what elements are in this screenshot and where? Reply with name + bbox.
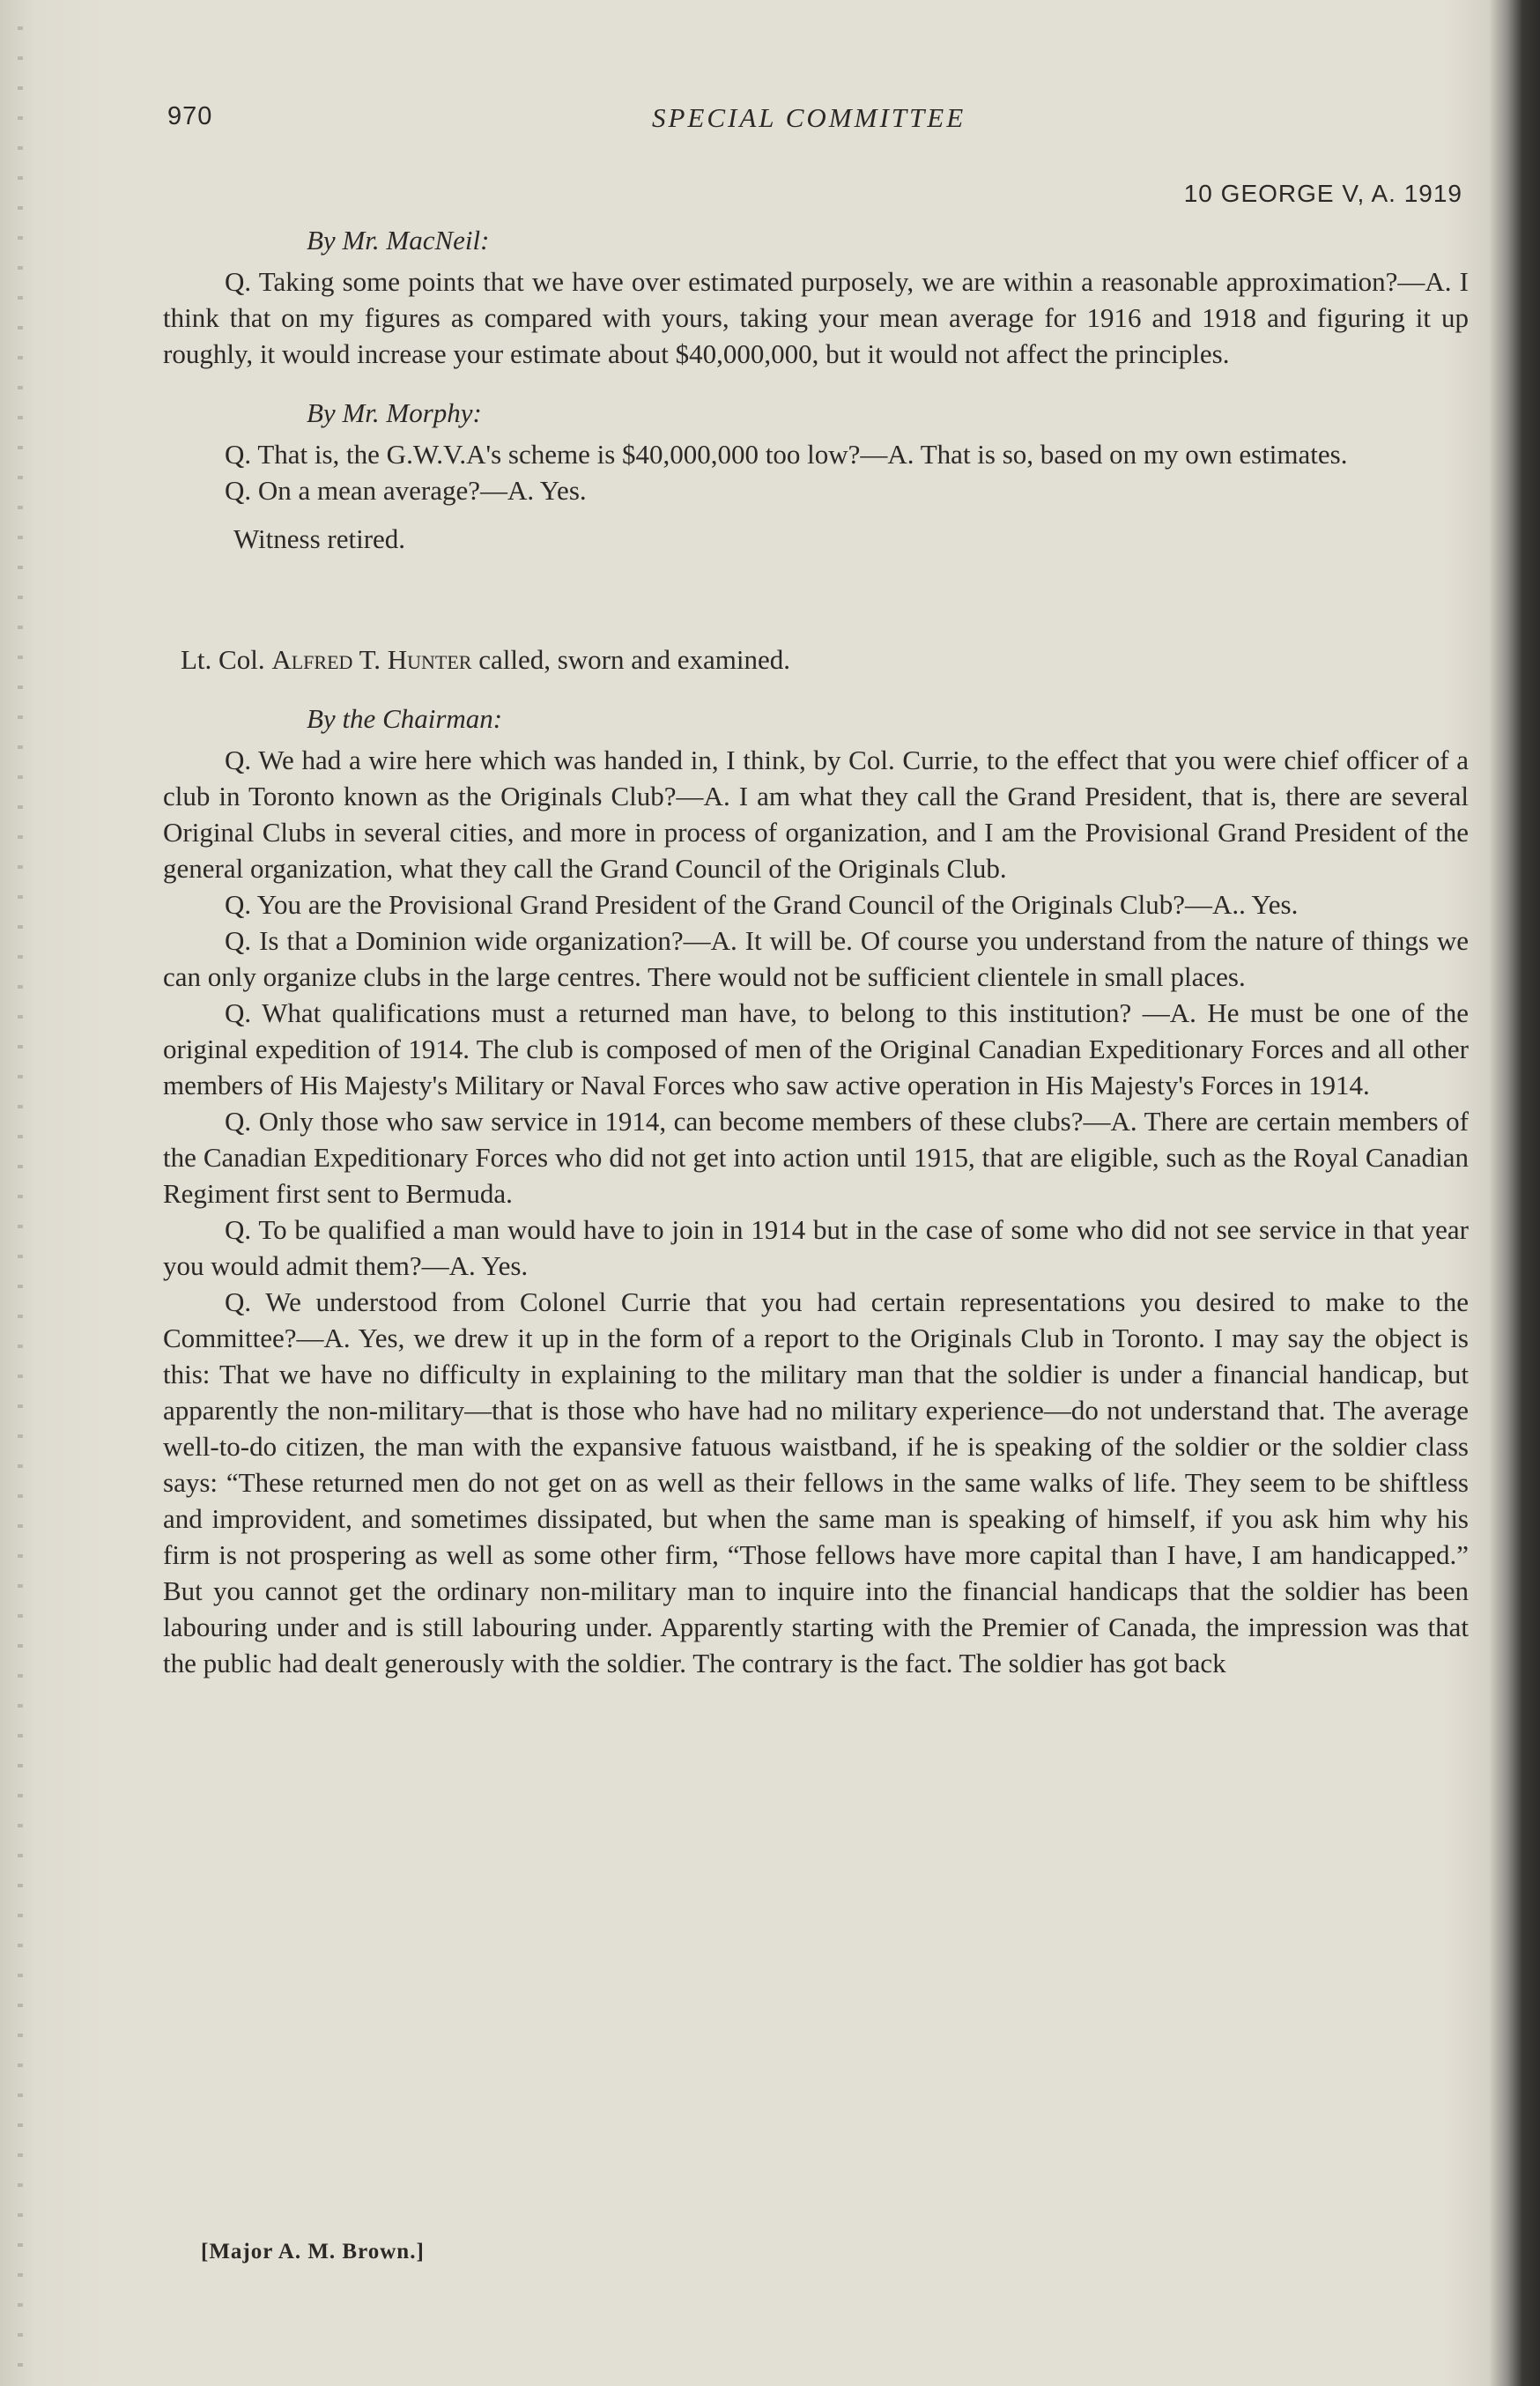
witness-status: called, sworn and examined. [471,644,790,675]
transcript-paragraph: Q. On a mean average?—A. Yes. [225,475,587,506]
speaker-heading: By Mr. Morphy: [307,397,482,428]
transcript-paragraph: Q. That is, the G.W.V.A's scheme is $40,000,000 too low?—A. That is so, based on my own estimates. [225,439,1348,470]
transcript-paragraph: Q. Is that a Dominion wide organization?—A. It will be. Of course you understand from the nature of things we can only organize clubs in the large centres. There would not be sufficient clientele in small places. [163,925,1469,992]
running-title: SPECIAL COMMITTEE [652,102,966,133]
transcript-paragraph: Q. What qualifications must a returned man have, to belong to this institution? —A. He must be one of the original expedition of 1914. The club is composed of men of the Original Canadian Expeditionary Forces and all other members of His Majesty's Military or Naval Forces who saw active operation in His Majesty's Forces in 1914. [163,997,1469,1100]
session-reference: 10 GEORGE V, A. 1919 [1183,180,1462,207]
witness-retired-note: Witness retired. [233,523,406,554]
witness-name: Alfred T. Hunter [271,644,472,675]
transcript-paragraph: Q. To be qualified a man would have to join in 1914 but in the case of some who did not see service in that year you would admit them?—A. Yes. [163,1214,1469,1281]
transcript-paragraph: Q. Only those who saw service in 1914, can become members of these clubs?—A. There are certain members of the Canadian Expeditionary Forces who did not get into action until 1915, that are eligible, such as the Royal Canadian Regiment first sent to Bermuda. [163,1106,1469,1209]
transcript-body [163,222,1469,1681]
speaker-heading: By Mr. MacNeil: [307,225,490,256]
transcript-paragraph: Q. We had a wire here which was handed in, I think, by Col. Currie, to the effect that you were chief officer of a club in Toronto known as the Originals Club?—A. I am what they call the Grand President, that is, there are several Original Clubs in several cities, and more in process of organization, and I am the Provisional Grand President of the general organization, what they call the Grand Council of the Originals Club. [163,745,1469,884]
speaker-heading: By the Chairman: [307,703,503,734]
page-number: 970 [167,102,213,130]
witness-rank: Lt. Col. [181,644,272,675]
transcript-paragraph: Q. You are the Provisional Grand President of the Grand Council of the Originals Club?—A.. Yes. [225,889,1299,920]
witness-called-line [163,641,1469,678]
transcript-paragraph: Q. Taking some points that we have over estimated purposely, we are within a reasonable approximation?—A. I think that on my figures as compared with yours, taking your mean average for 1916 and 1918 and figuring it up roughly, it would increase your estimate about $40,000,000, but it would not affect the principles. [163,266,1469,369]
transcript-paragraph: Q. We understood from Colonel Currie that you had certain representations you desired to make to the Committee?—A. Yes, we drew it up in the form of a report to the Originals Club in Toronto. I may say the object is this: That we have no difficulty in explaining to the military man that the soldier is under a financial handicap, but apparently the non-military—that is those who have had no military experience—do not understand that. The average well-to-do citizen, the man with the expansive fatuous waistband, if he is speaking of the soldier or the soldier class says: “These returned men do not get on as well as their fellows in the same walks of life. They seem to be shiftless and improvident, and sometimes dissipated, but when the same man is speaking of himself, if you ask him why his firm is not prospering as well as some other firm, “Those fellows have more capital than I have, I am handicapped.” But you cannot get the ordinary non-military man to inquire into the financial handicaps that the soldier has been labouring under and is still labouring under. Apparently starting with the Premier of Canada, the impression was that the public had dealt generously with the soldier. The contrary is the fact. The soldier has got back [163,1286,1469,1678]
binding-gutter [18,0,23,2386]
witness-signature-footer: [Major A. M. Brown.] [201,2240,425,2264]
